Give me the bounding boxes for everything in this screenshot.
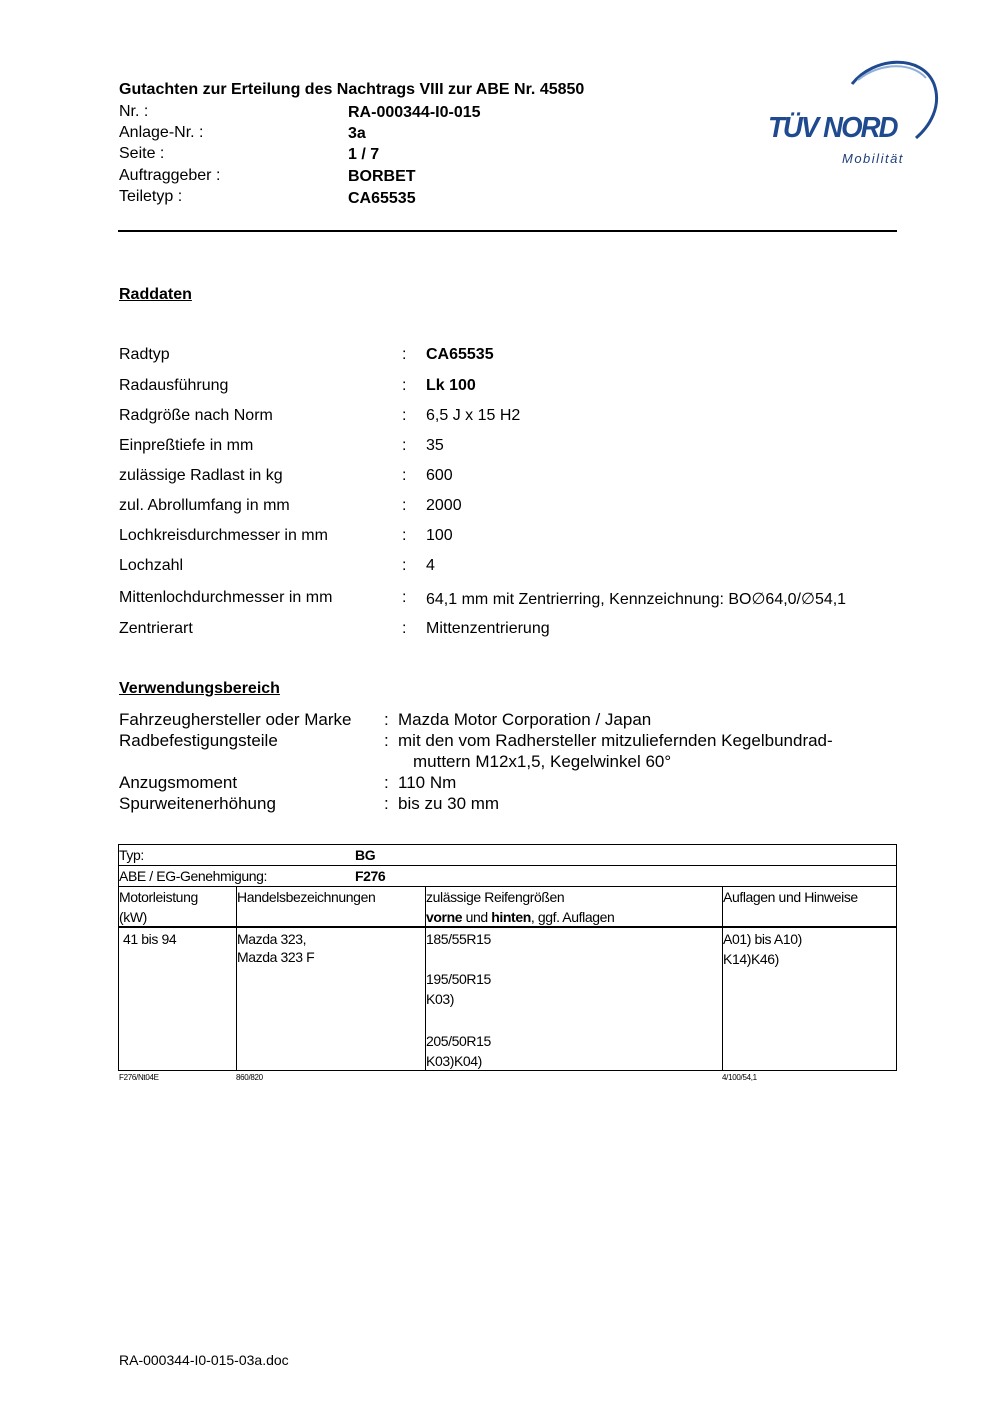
raddaten-heading: Raddaten bbox=[119, 286, 192, 303]
col-header-auflagen: Auflagen und Hinweise bbox=[723, 889, 858, 905]
cell-note: K14)K46) bbox=[723, 951, 779, 967]
raddaten-label: Radtyp bbox=[119, 346, 170, 363]
colon: : bbox=[402, 557, 407, 574]
raddaten-label: Lochkreisdurchmesser in mm bbox=[119, 527, 328, 544]
colon: : bbox=[402, 407, 407, 424]
raddaten-label: Radgröße nach Norm bbox=[119, 407, 273, 424]
raddaten-label: Lochzahl bbox=[119, 557, 184, 574]
col-header-reifengroessen: zulässige Reifengrößen bbox=[426, 889, 565, 905]
colon: : bbox=[402, 527, 407, 544]
cell-tyre-note: K03) bbox=[426, 991, 454, 1007]
raddaten-label: Einpreßtiefe in mm bbox=[119, 437, 254, 454]
colon: : bbox=[384, 731, 389, 750]
raddaten-value: 2000 bbox=[426, 497, 462, 514]
raddaten-value: 600 bbox=[426, 467, 453, 484]
vehicle-table bbox=[118, 844, 897, 1071]
typ-value: BG bbox=[355, 847, 376, 863]
verwendungsbereich-heading: Verwendungsbereich bbox=[119, 680, 280, 697]
verwendung-value: 110 Nm bbox=[398, 773, 457, 792]
header-value-anlage: 3a bbox=[348, 125, 366, 142]
header-value-auftraggeber: BORBET bbox=[348, 168, 416, 185]
colon: : bbox=[402, 467, 407, 484]
colon: : bbox=[402, 620, 407, 637]
verwendung-value: mit den vom Radhersteller mitzuliefernden Kegelbundrad- bbox=[398, 731, 833, 750]
table-rule bbox=[722, 886, 723, 1070]
raddaten-label: Zentrierart bbox=[119, 620, 193, 637]
colon: : bbox=[384, 773, 389, 792]
verwendung-value: bis zu 30 mm bbox=[398, 794, 500, 813]
header-label-nr: Nr. : bbox=[119, 103, 149, 120]
header-divider bbox=[118, 230, 897, 232]
header-label-teiletyp: Teiletyp : bbox=[119, 188, 183, 205]
cell-tyre: 185/55R15 bbox=[426, 931, 491, 947]
document-filename: RA-000344-I0-015-03a.doc bbox=[119, 1352, 289, 1368]
verwendung-value-continued: muttern M12x1,5, Kegelwinkel 60° bbox=[413, 752, 672, 771]
col-header-vorne-hinten: vorne und hinten, ggf. Auflagen bbox=[426, 909, 615, 925]
colon: : bbox=[402, 346, 407, 363]
raddaten-label: zul. Abrollumfang in mm bbox=[119, 497, 290, 514]
table-footer-code: F276/Nt04E bbox=[119, 1073, 159, 1082]
header-value-nr: RA-000344-I0-015 bbox=[348, 104, 481, 121]
colon: : bbox=[384, 794, 389, 813]
cell-power: 41 bis 94 bbox=[123, 931, 177, 947]
colon: : bbox=[384, 710, 389, 729]
verwendung-label: Fahrzeughersteller oder Marke bbox=[119, 710, 352, 729]
raddaten-label: Radausführung bbox=[119, 377, 229, 394]
document-title: Gutachten zur Erteilung des Nachtrags VIII zur ABE Nr. 45850 bbox=[119, 81, 585, 98]
cell-tyre: 205/50R15 bbox=[426, 1033, 491, 1049]
colon: : bbox=[402, 497, 407, 514]
header-label-seite: Seite : bbox=[119, 145, 165, 162]
raddaten-label: Mittenlochdurchmesser in mm bbox=[119, 589, 333, 606]
raddaten-label: zulässige Radlast in kg bbox=[119, 467, 283, 484]
verwendung-label: Radbefestigungsteile bbox=[119, 731, 278, 750]
logo-subtitle: Mobilität bbox=[842, 151, 904, 166]
colon: : bbox=[402, 437, 407, 454]
raddaten-value: 4 bbox=[426, 557, 435, 574]
cell-tyre-note: K03)K04) bbox=[426, 1053, 482, 1069]
header-label-auftraggeber: Auftraggeber : bbox=[119, 167, 221, 184]
tuv-nord-logo: TÜV NORD bbox=[768, 112, 897, 144]
raddaten-value: CA65535 bbox=[426, 346, 494, 363]
typ-label: Typ: bbox=[119, 847, 144, 863]
cell-tyre: 195/50R15 bbox=[426, 971, 491, 987]
table-footer-code: 4/100/54,1 bbox=[722, 1073, 757, 1082]
col-header-motorleistung: Motorleistung bbox=[119, 889, 198, 905]
col-header-handelsbezeichnungen: Handelsbezeichnungen bbox=[237, 889, 376, 905]
raddaten-value: Mittenzentrierung bbox=[426, 620, 550, 637]
verwendung-value: Mazda Motor Corporation / Japan bbox=[398, 710, 652, 729]
table-footer-code: 860/820 bbox=[236, 1073, 263, 1082]
abe-label: ABE / EG-Genehmigung: bbox=[119, 868, 268, 884]
colon: : bbox=[402, 377, 407, 394]
cell-note: A01) bis A10) bbox=[723, 931, 802, 947]
colon: : bbox=[402, 589, 407, 606]
header-value-teiletyp: CA65535 bbox=[348, 190, 416, 207]
raddaten-value: 6,5 J x 15 H2 bbox=[426, 407, 521, 424]
verwendung-label: Spurweitenerhöhung bbox=[119, 794, 276, 813]
abe-value: F276 bbox=[355, 868, 386, 884]
raddaten-value: 35 bbox=[426, 437, 444, 454]
raddaten-value: 64,1 mm mit Zentrierring, Kennzeichnung: BO∅64,0/∅54,1 bbox=[426, 591, 847, 608]
header-value-seite: 1 / 7 bbox=[348, 146, 380, 163]
raddaten-value: Lk 100 bbox=[426, 377, 476, 394]
verwendung-label: Anzugsmoment bbox=[119, 773, 238, 792]
table-rule bbox=[236, 886, 237, 1070]
header-label-anlage: Anlage-Nr. : bbox=[119, 124, 204, 141]
raddaten-value: 100 bbox=[426, 527, 453, 544]
cell-name: Mazda 323, bbox=[237, 931, 307, 947]
cell-name: Mazda 323 F bbox=[237, 949, 315, 965]
col-header-kw: (kW) bbox=[119, 909, 147, 925]
